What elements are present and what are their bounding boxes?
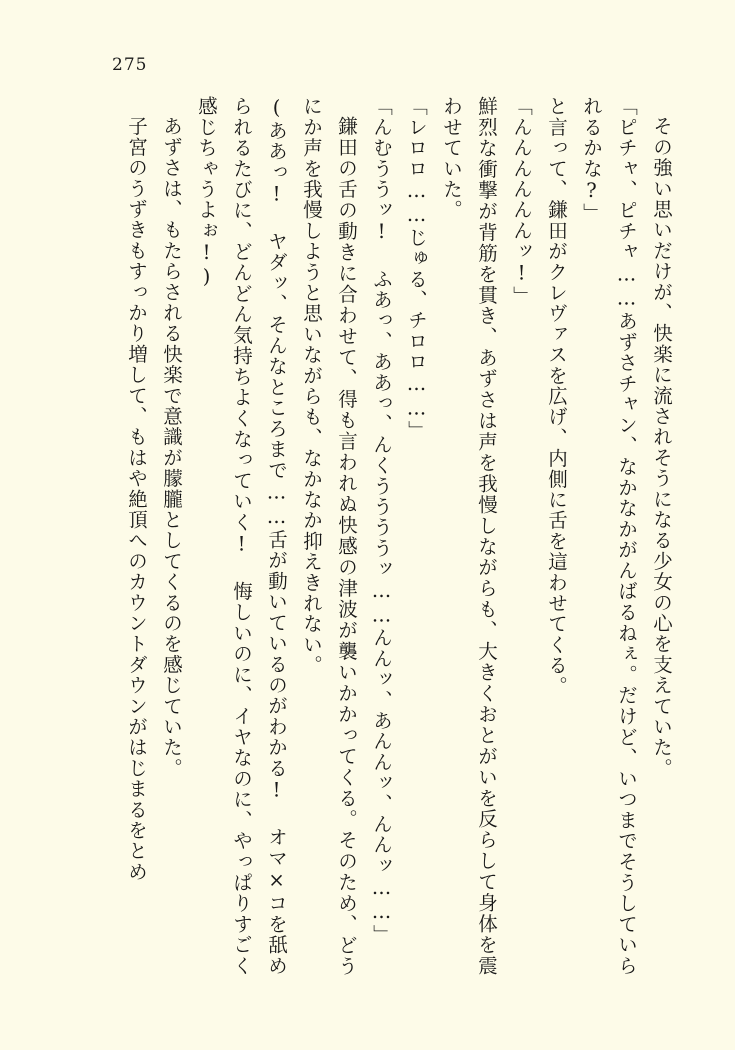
paragraph: (ああっ! ヤダッ、そんなところまで……舌が動いているのがわかる! オマ×コを舐められるたびに、どんどん気持ちよくなっていく! 悔しいのに、イヤなのに、やっぱりすごく感じちゃうよぉ!) bbox=[195, 96, 288, 976]
paragraph: 子宮のうずきもすっかり増して、もはや絶頂へのカウントダウンがはじまるをとめ bbox=[125, 115, 148, 882]
paragraph: 鎌田の舌の動きに合わせて、得も言われぬ快感の津波が襲いかかってくる。そのため、どうにか声を我慢しようと思いながらも、なかなか抑えきれない。 bbox=[300, 96, 358, 976]
paragraph: あずさは、もたらされる快楽で意識が朦朧としてくるのを感じていた。 bbox=[160, 115, 183, 778]
paragraph: 「ピチャ、ピチャ……あずさチャン、なかなかがんばるねぇ。だけど、いつまでそうしていられるかな?」 bbox=[580, 96, 638, 976]
paragraph: その強い思いだけが、快楽に流されそうになる少女の心を支えていた。 bbox=[650, 115, 673, 778]
paragraph: と言って、鎌田がクレヴァスを広げ、内側に舌を這わせてくる。 bbox=[545, 96, 568, 697]
page-body-text bbox=[107, 96, 679, 976]
paragraph: 「んむううッ! ふあっ、ああっ、んくううううッ……んんッ、あんんッ、んんッ……」 bbox=[370, 96, 393, 945]
paragraph: 鮮烈な衝撃が背筋を貫き、あずさは声を我慢しながらも、大きくおとがいを反らして身体を震わせていた。 bbox=[440, 96, 498, 976]
paragraph: 「んんんんんんッ!」 bbox=[510, 96, 533, 307]
page-number: 275 bbox=[112, 55, 148, 75]
paragraph: 「レロロ……じゅる、チロロ……」 bbox=[405, 96, 428, 442]
